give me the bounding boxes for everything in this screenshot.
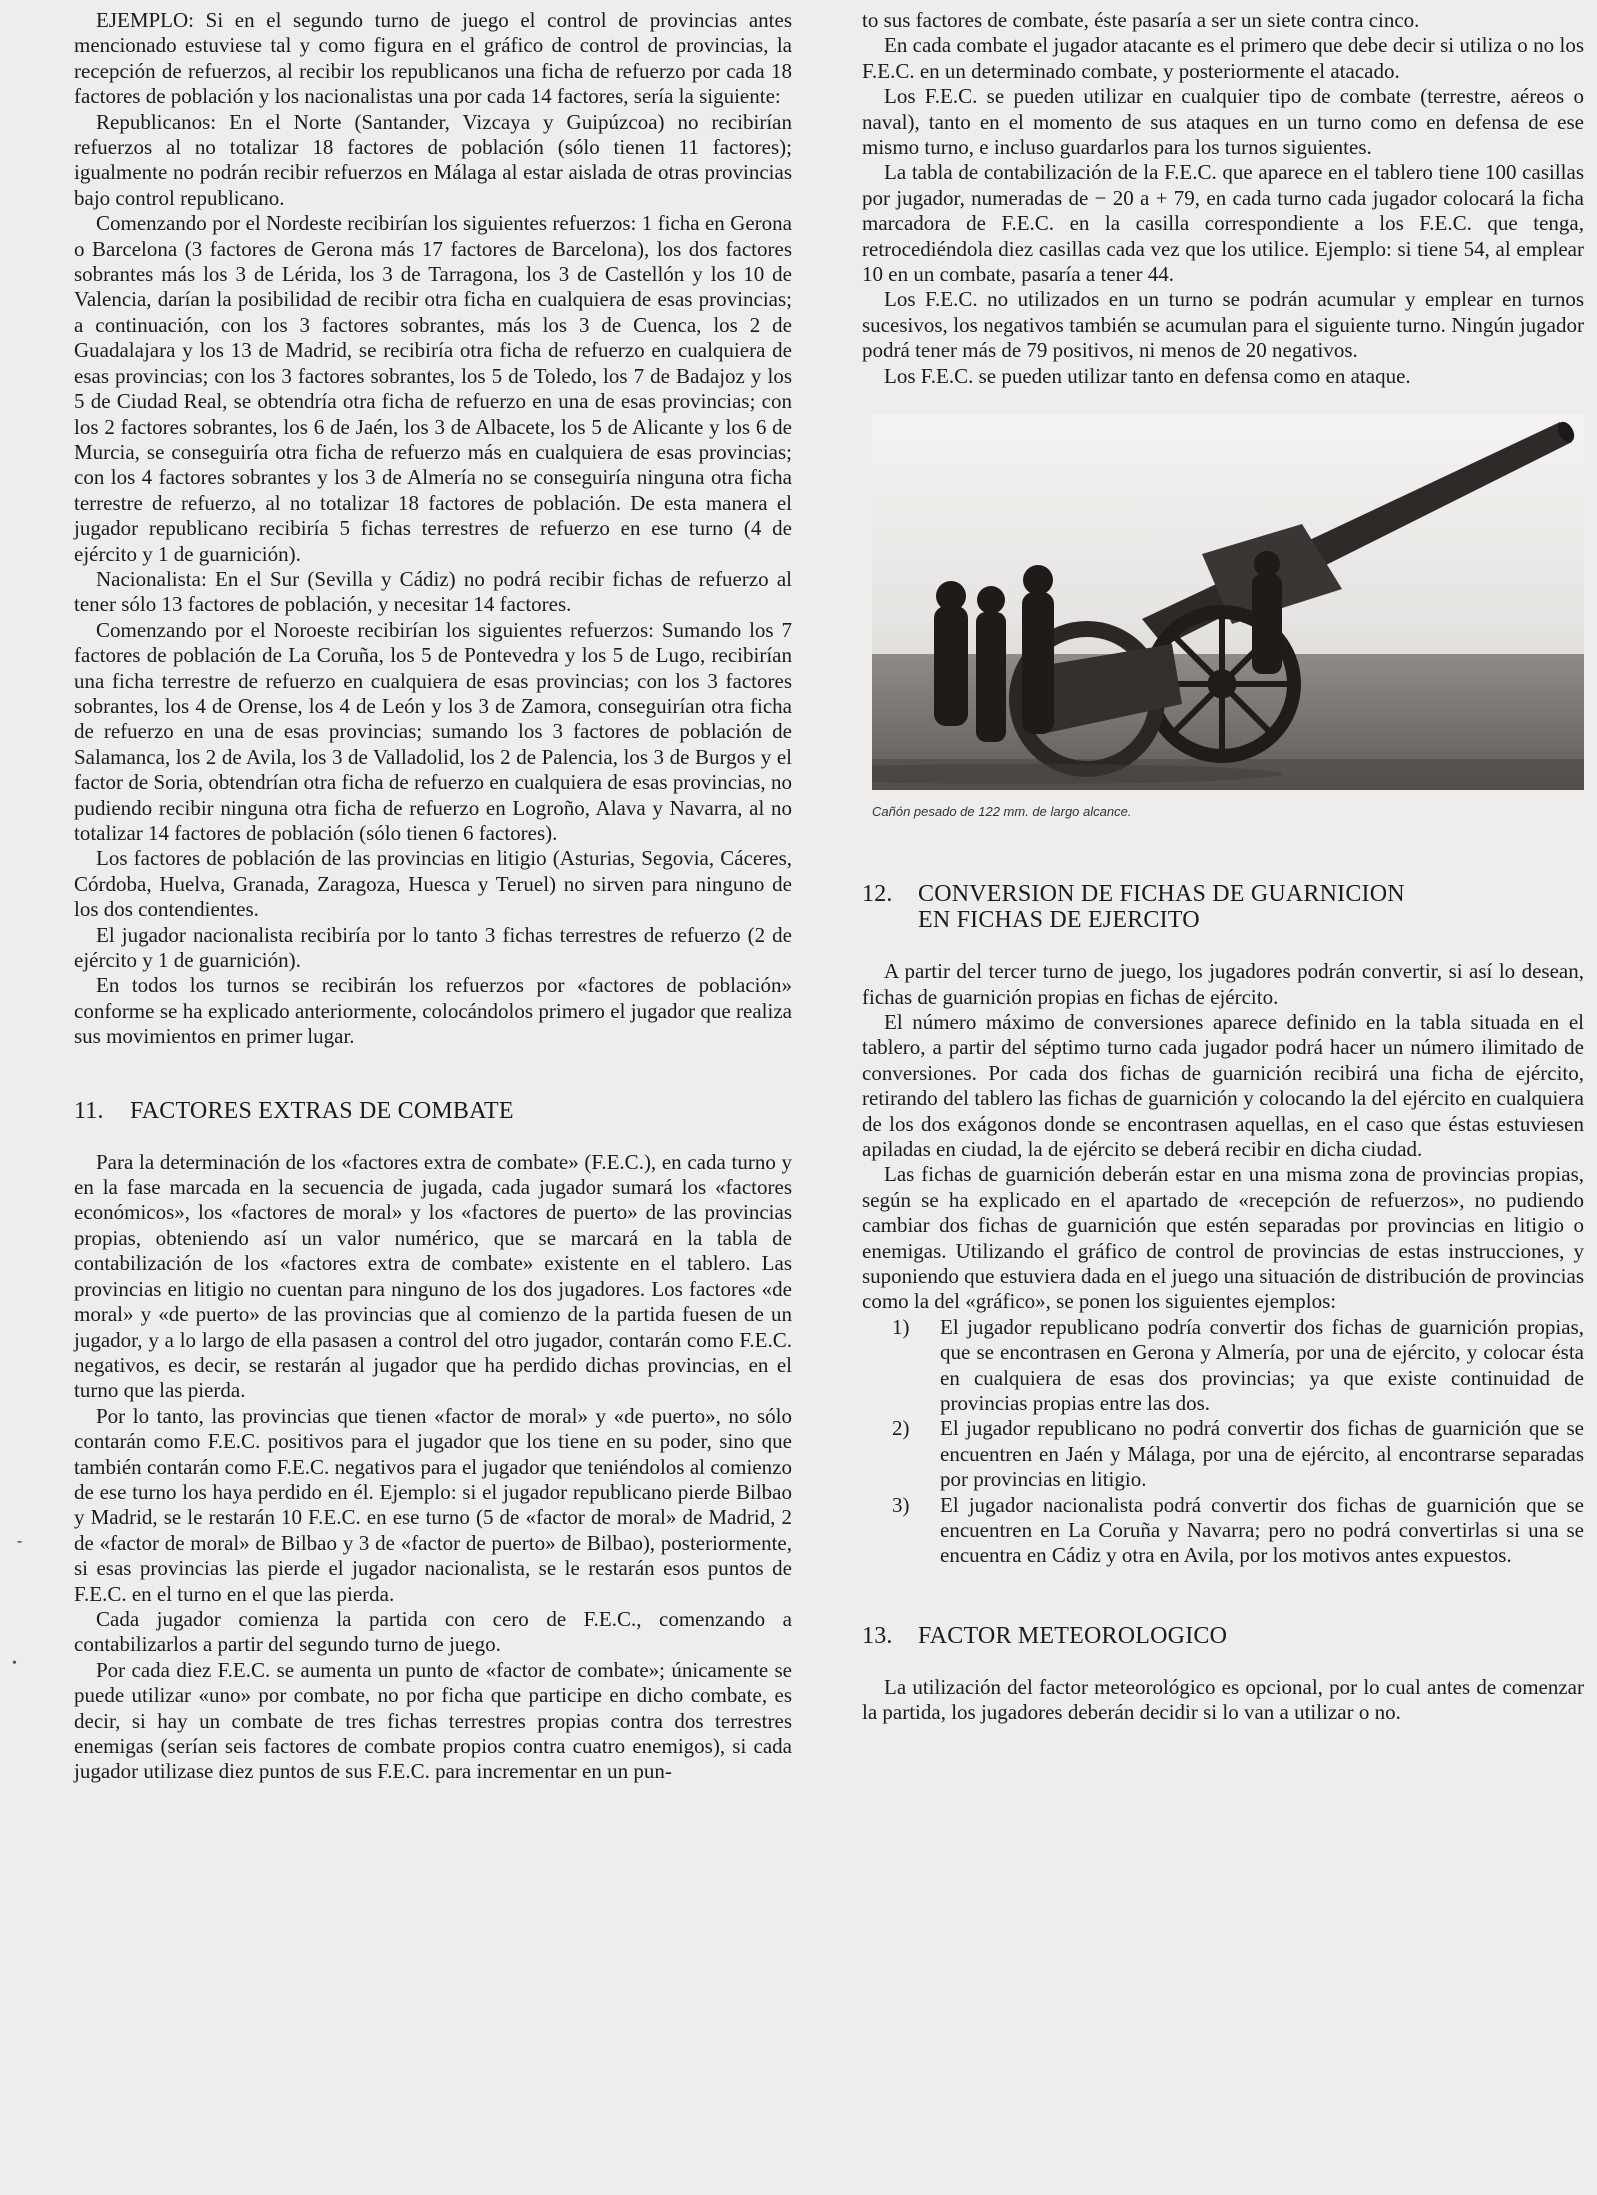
list-item-number: 1) [892, 1314, 910, 1339]
paragraph-continuation: to sus factores de combate, éste pasaría a ser un siete contra cinco. [862, 8, 1420, 32]
left-column [74, 8, 792, 1785]
paragraph-convert-start: A partir del tercer turno de juego, los jugadores podrán convertir, si así lo desean, fichas de guarnición propias en fichas de ejército. [862, 959, 1584, 1009]
section-12-heading [862, 881, 1584, 933]
paragraph-fec-accumulate: Los F.E.C. no utilizados en un turno se podrán acumular y emplear en turnos sucesivos, los negativos también se acumulan para el siguiente turno. Ningún jugador podrá tener más de 79 positivos, ni menos de 20 negativos. [862, 287, 1584, 363]
list-item [862, 1315, 1584, 1417]
section-13-title: FACTOR METEOROLOGICO [918, 1622, 1228, 1649]
list-item-text: El jugador republicano no podrá convertir dos fichas de guarnición que se encuentren en Jaén y Málaga, por una de ejército, al encontrarse separadas por provincias en litigio. [940, 1416, 1584, 1492]
section-13-heading [862, 1623, 1584, 1649]
paragraph-total-nationalist: El jugador nacionalista recibiría por lo tanto 3 fichas terrestres de refuerzo (2 de ejército y 1 de guarnición). [74, 922, 792, 973]
paragraph-fec-definition: Para la determinación de los «factores extra de combate» (F.E.C.), en cada turno y en la fase marcada en la secuencia de jugada, cada jugador sumará los «factores económicos», los «factores de moral» y los «factores de puerto» de las provincias propias, obteniendo así un valor numérico, que se marcará en la tabla de contabilización de los «factores extra de combate» existente en el tablero. Las provincias en litigio no cuentan para ninguno de los dos jugadores. Los factores «de moral» y «de puerto» de las provincias que al comienzo de la partida fuesen de un jugador, y a lo largo de ella pasasen a control del otro jugador, contarán como F.E.C. negativos, es decir, se restarán al jugador que ha perdido dichas provincias, en el turno que las pierda. [74, 1149, 792, 1403]
section-11-number: 11. [74, 1097, 104, 1124]
paragraph-nationalists: Nacionalista: En el Sur (Sevilla y Cádiz) no podrá recibir fichas de refuerzo al tener sólo 13 factores de población, y necesitar 14 factores. [74, 566, 792, 617]
cannon-illustration [872, 414, 1584, 790]
right-column [862, 8, 1584, 1726]
paragraph-fec-defense: Los F.E.C. se pueden utilizar tanto en defensa como en ataque. [884, 363, 1411, 388]
paragraph-fec-per-ten: Por cada diez F.E.C. se aumenta un punto de «factor de combate»; únicamente se puede utilizar «uno» por combate, no por ficha que participe en dicho combate, es decir, si hay un combate de tres fichas terrestres propias contra dos terrestres enemigas (serían seis factores de combate propios contra cuatro enemigos), si cada jugador utilizase diez puntos de sus F.E.C. para incrementar en un pun- [74, 1657, 792, 1784]
margin-mark: • [12, 1656, 17, 1671]
section-12-title-line2: EN FICHAS DE EJERCITO [918, 907, 1200, 934]
paragraph-fec-example: Por lo tanto, las provincias que tienen «factor de moral» y «de puerto», no sólo contarán como F.E.C. positivos para el jugador que los tiene en su poder, sino que también contarán como F.E.C. negativos para el jugador que teniéndolos al comienzo de ese turno los haya perdido en él. Ejemplo: si el jugador republicano pierde Bilbao y Madrid, se le restarán 10 F.E.C. en ese turno (5 de «factor de moral» de Madrid, 2 de «factor de moral» de Bilbao y 3 de «factor de puerto» de Bilbao), posteriormente, si esas provincias las pierde el jugador nacionalista, se le restarán esos puntos de F.E.C. en el turno en el que las pierda. [74, 1403, 792, 1606]
list-item [862, 1493, 1584, 1569]
section-12-number: 12. [862, 881, 893, 908]
list-item-text: El jugador nacionalista podrá convertir dos fichas de guarnición que se encuentren en La Coruña y Navarra; pero no podrá convertirlas si una se encuentra en Cádiz y otra en Avila, por los motivos antes expuestos. [940, 1492, 1584, 1568]
paragraph-convert-max: El número máximo de conversiones aparece definido en la tabla situada en el tablero, a partir del séptimo turno cada jugador podrá hacer un número ilimitado de conversiones. Por cada dos fichas de guarnición recibirá una ficha de ejército, retirando del tablero las fichas de guarnición y colocando la del ejército en cualquiera de los dos exágonos donde se encontrasen aquellas, en el caso que éstas estuviesen apiladas en ciudad, la de ejército se deberá recibir en dicha ciudad. [862, 1009, 1584, 1161]
margin-mark: ⁃ [16, 1536, 23, 1551]
section-12-title-line1: CONVERSION DE FICHAS DE GUARNICION [918, 881, 1405, 908]
photo-caption: Cañón pesado de 122 mm. de largo alcance. [872, 804, 1132, 820]
section-11-title: FACTORES EXTRAS DE COMBATE [130, 1097, 514, 1124]
cannon-photo [872, 414, 1584, 790]
paragraph-attacker-first: En cada combate el jugador atacante es el primero que debe decir si utiliza o no los F.E.C. en un determinado combate, y posteriormente el atacado. [862, 33, 1584, 83]
paragraph-litigio: Los factores de población de las provincias en litigio (Asturias, Segovia, Cáceres, Córdoba, Huelva, Granada, Zaragoza, Huesca y Teruel) no sirven para ninguno de los dos contendientes. [74, 846, 792, 922]
paragraph-example: EJEMPLO: Si en el segundo turno de juego el control de provincias antes mencionado estuviese tal y como figura en el gráfico de control de provincias, la recepción de refuerzos, al recibir los republicanos una ficha de refuerzo por cada 18 factores de población y los nacionalistas una por cada 14 factores, sería la siguiente: [74, 8, 792, 109]
paragraph-republicans: Republicanos: En el Norte (Santander, Vizcaya y Guipúzcoa) no recibirían refuerzos al no totalizar 18 factores de población (sólo tienen 11 factores); igualmente no podrán recibir refuerzos en Málaga al estar aislada de otras provincias bajo control republicano. [74, 109, 792, 210]
section-11-heading [74, 1098, 792, 1124]
paragraph-weather: La utilización del factor meteorológico es opcional, por lo cual antes de comenzar la partida, los jugadores deberán decidir si lo van a utilizar o no. [862, 1674, 1584, 1725]
examples-list [862, 1315, 1584, 1569]
paragraph-fec-table: La tabla de contabilización de la F.E.C. que aparece en el tablero tiene 100 casillas por jugador, numeradas de − 20 a + 79, en cada turno cada jugador colocará la ficha marcadora de F.E.C. en la casilla correspondiente a los F.E.C. que tenga, retrocediéndola diez casillas cada vez que los utilice. Ejemplo: si tiene 54, al emplear 10 en un combate, pasaría a tener 44. [862, 160, 1584, 287]
paragraph-northeast: Comenzando por el Nordeste recibirían los siguientes refuerzos: 1 ficha en Gerona o Barcelona (3 factores de Gerona más 17 factores de Barcelona), los dos factores sobrantes más los 3 de Lérida, los 3 de Tarragona, los 3 de Castellón y los 10 de Valencia, darían la posibilidad de recibir otra ficha en cualquiera de esas provincias; a continuación, con los 3 factores sobrantes, más los 3 de Cuenca, los 2 de Guadalajara y los 13 de Madrid, se recibiría otra ficha de refuerzo en cualquiera de esas provincias; con los 3 factores sobrantes, los 5 de Toledo, los 7 de Badajoz y los 5 de Ciudad Real, se obtendría otra ficha de refuerzo en una de esas provincias; con los 2 factores sobrantes, los 6 de Jaén, los 3 de Albacete, los 5 de Alicante y los 6 de Murcia, se conseguiría otra ficha de refuerzo más en cualquiera de esas provincias; con los 4 factores sobrantes y los 3 de Almería no se conseguiría ninguna otra ficha terrestre de refuerzo, al no totalizar 18 factores de población. De esta manera el jugador republicano recibiría 5 fichas terrestres de refuerzo en ese turno (4 de ejército y 1 de guarnición). [74, 211, 792, 566]
paragraph-convert-zone: Las fichas de guarnición deberán estar en una misma zona de provincias propias, según se ha explicado en el apartado de «recepción de refuerzos», no pudiendo cambiar dos fichas de guarnición que estén separadas por provincias en litigio o enemigas. Utilizando el gráfico de control de provincias de estas instrucciones, y suponiendo que estuviera dada en el juego una situación de distribución de provincias como la del «gráfico», se ponen los siguientes ejemplos: [862, 1162, 1584, 1314]
list-item-number: 3) [892, 1492, 910, 1517]
section-13-number: 13. [862, 1622, 893, 1649]
list-item-text: El jugador republicano podría convertir dos fichas de guarnición propias, que se encontrasen en Gerona y Almería, por una de ejército, y colocar ésta en cualquiera de esas dos provincias; ya que existe continuidad de provincias propias entre las dos. [940, 1314, 1584, 1415]
paragraph-combat-types: Los F.E.C. se pueden utilizar en cualquier tipo de combate (terrestre, aéreos o naval), tanto en el momento de sus ataques en un turno como en defensa de ese mismo turno, e incluso guardarlos para los turnos siguientes. [862, 84, 1584, 160]
list-item-number: 2) [892, 1416, 910, 1441]
paragraph-northwest: Comenzando por el Noroeste recibirían los siguientes refuerzos: Sumando los 7 factores de población de La Coruña, los 5 de Pontevedra y los 5 de Lugo, recibirían una ficha terrestre de refuerzo en cualquiera de esas provincias; con los 3 factores sobrantes, los 4 de Orense, los 4 de León y los 3 de Zamora, conseguirían otra ficha de refuerzo en una de esas provincias; sumando los 3 factores de población de Salamanca, los 2 de Avila, los 3 de Valladolid, los 2 de Palencia, los 3 de Burgos y el factor de Soria, obtendrían otra ficha de refuerzo en cualquiera de esas provincias, no pudiendo recibir ninguna otra ficha de refuerzo en Logroño, Alava y Navarra, al no totalizar 14 factores de población (sólo tienen 6 factores). [74, 617, 792, 845]
list-item [862, 1416, 1584, 1492]
paragraph-fec-start: Cada jugador comienza la partida con cero de F.E.C., comenzando a contabilizarlos a partir del segundo turno de juego. [74, 1606, 792, 1657]
paragraph-all-turns: En todos los turnos se recibirán los refuerzos por «factores de población» conforme se ha explicado anteriormente, colocándolos primero el jugador que realiza sus movimientos en primer lugar. [74, 973, 792, 1049]
